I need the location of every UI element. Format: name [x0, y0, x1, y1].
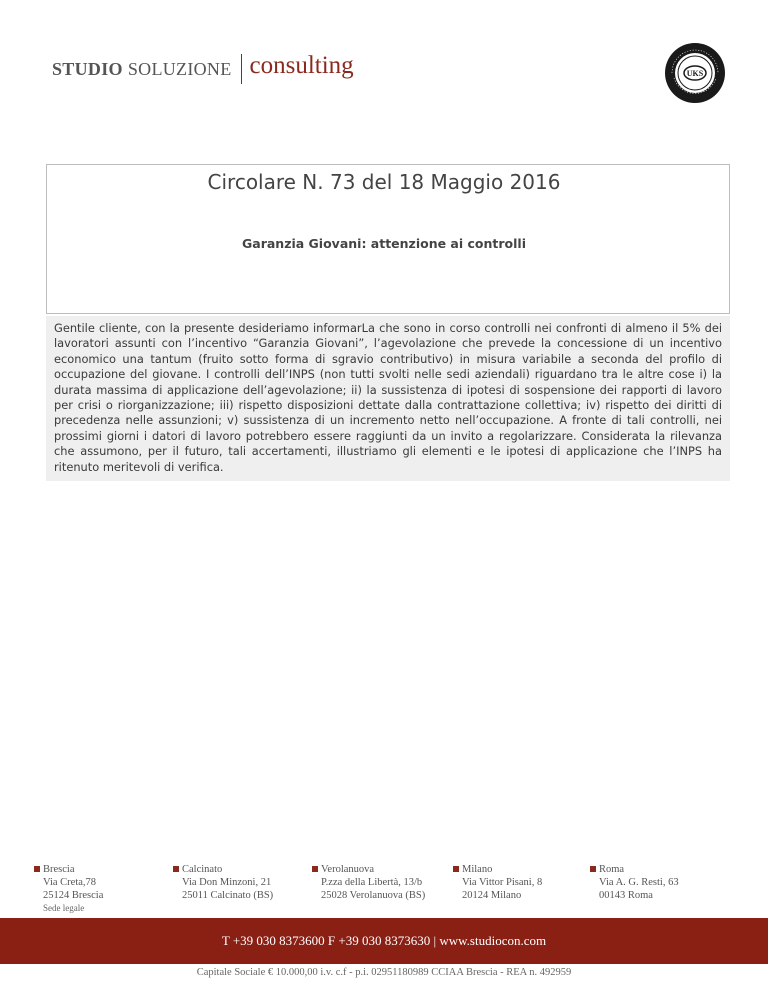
office-city: Calcinato [182, 864, 223, 875]
office-city: Roma [599, 864, 625, 875]
office-milano [462, 863, 542, 902]
company-logo [52, 54, 354, 84]
office-address: Via Vittor Pisani, 8 [462, 877, 543, 888]
intro-paragraph: Gentile cliente, con la presente desideriamo informarLa che sono in corso controlli nei confronti di almeno il 5% dei lavoratori assunti con l’incentivo “Garanzia Giovani”, l’agevolazione che prevede la concessione di un incentivo economico una tantum (fruito sotto forma di sgravio contributivo) in misura variabile a seconda del profilo di occupazione del giovane. I controlli dell’INPS (non tutti svolti nelle sedi aziendali) riguardano tra le altre cose i) la durata massima di applicazione dell’agevolazione; ii) la sussistenza di ipotesi di sospensione dei rapporti di lavoro per crisi o riorganizzazione; iii) rispetto disposizioni dettate dalla contrattazione collettiva; iv) rispetto dei diritti di precedenza nelle assunzioni; v) sussistenza di un incremento netto nell’occupazione. A fronte di tali controlli, nei prossimi giorni i datori di lavoro potrebbero essere raggiunti da un invito a regolarizzare. Considerata la rilevanza che assumono, per il futuro, tali accertamenti, illustriamo gli elementi e le ipotesi di applicazione che l’INPS ha ritenuto meritevoli di verifica. [46, 316, 730, 481]
office-postcode: 20124 Milano [462, 890, 522, 901]
office-city: Verolanuova [321, 864, 375, 875]
offices-list [0, 863, 768, 911]
office-address: Via Don Minzoni, 21 [182, 877, 272, 888]
logo-divider [241, 54, 242, 84]
office-city: Brescia [43, 864, 75, 875]
office-brescia [43, 863, 103, 915]
bullet-square-icon [312, 866, 318, 872]
bullet-square-icon [590, 866, 596, 872]
logo-soluzione: SOLUZIONE [127, 58, 232, 79]
office-postcode: 25124 Brescia [43, 890, 104, 901]
bullet-square-icon [173, 866, 179, 872]
office-note: Sede legale [43, 903, 85, 913]
logo-studio: STUDIO [52, 58, 123, 79]
office-postcode: 25028 Verolanuova (BS) [321, 890, 426, 901]
footer-contacts: T +39 030 8373600 F +39 030 8373630 | www.studiocon.com [221, 933, 547, 948]
bullet-square-icon [34, 866, 40, 872]
certification-seal-icon [664, 42, 726, 104]
office-postcode: 00143 Roma [599, 890, 653, 901]
footer-contacts-bar [0, 918, 768, 964]
office-verolanuova [321, 863, 425, 902]
office-address: Via A. G. Resti, 63 [599, 877, 679, 888]
footer-legal-info: Capitale Sociale € 10.000,00 i.v. c.f - p.i. 02951180989 CCIAA Brescia - REA n. 492959 [196, 967, 572, 978]
office-calcinato [182, 863, 273, 902]
office-address: Via Creta,78 [43, 877, 97, 888]
office-address: P.zza della Libertà, 13/b [321, 877, 423, 888]
document-title: Circolare N. 73 del 18 Maggio 2016 [207, 170, 561, 194]
office-city: Milano [462, 864, 493, 875]
document-subtitle: Garanzia Giovani: attenzione ai controlli [242, 236, 526, 251]
logo-consulting: consulting [249, 52, 354, 79]
seal-text: UKS [686, 69, 704, 78]
office-roma [599, 863, 679, 902]
office-postcode: 25011 Calcinato (BS) [182, 890, 274, 901]
bullet-square-icon [453, 866, 459, 872]
